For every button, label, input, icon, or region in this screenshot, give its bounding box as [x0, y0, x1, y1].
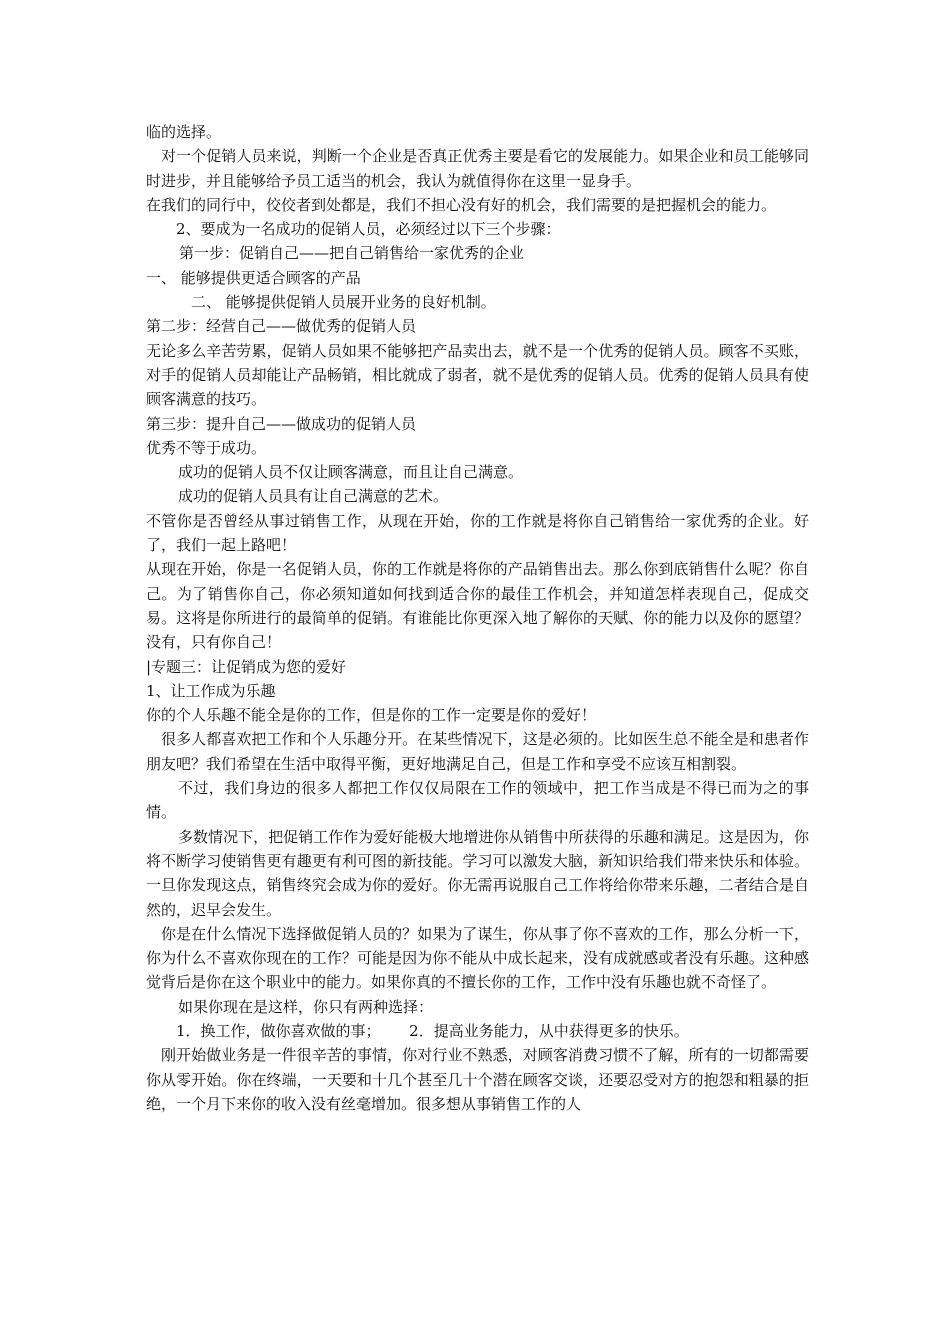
paragraph: 多数情况下，把促销工作作为爱好能极大地增进你从销售中所获得的乐趣和满足。这是因为，你将不断学习使销售更有趣更有利可图的新技能。学习可以激发大脑，新知识给我们带来快乐和体验。一旦你发现这点，销售终究会成为你的爱好。你无需再说服自己工作将给你带来乐趣，二者结合是自然的，迟早会发生。 — [146, 827, 809, 919]
paragraph: 不过，我们身边的很多人都把工作仅仅局限在工作的领域中，把工作当成是不得已而为之的事情。 — [146, 779, 809, 822]
paragraph: 从现在开始，你是一名促销人员，你的工作就是将你的产品销售出去。那么你到底销售什么呢？你自己。为了销售你自己，你必须知道如何找到适合你的最佳工作机会，并知道怎样表现自己，促成交易。这将是你所进行的最简单的促销。有谁能比你更深入地了解你的天赋、你的能力以及你的愿望？没有，只有你自己！ — [146, 560, 809, 652]
step-heading: 第二步：经营自己——做优秀的促销人员 — [146, 317, 417, 336]
paragraph: 刚开始做业务是一件很辛苦的事情，你对行业不熟悉，对顾客消费习惯不了解，所有的一切都需要你从零开始。你在终端，一天要和十几个甚至几十个潜在顾客交谈，还要忍受对方的抱怨和粗暴的拒绝，一个月下来你的收入没有丝毫增加。很多想从事销售工作的人 — [146, 1046, 809, 1113]
topic-heading: |专题三：让促销成为您的爱好 — [146, 657, 347, 676]
paragraph: 成功的促销人员不仅让顾客满意，而且让自己满意。 — [178, 463, 524, 482]
paragraph: 在我们的同行中，佼佼者到处都是，我们不担心没有好的机会，我们需要的是把握机会的能力。 — [146, 195, 777, 214]
list-item: 二、 能够提供促销人员展开业务的良好机制。 — [191, 293, 496, 312]
step-heading: 第三步：提升自己——做成功的促销人员 — [146, 414, 417, 433]
paragraph: 临的选择。 — [146, 123, 222, 141]
paragraph: 优秀不等于成功。 — [146, 438, 267, 457]
choices-line: 1．换工作，做你喜欢做的事； 2．提高业务能力，从中获得更多的快乐。 — [176, 1021, 689, 1040]
step-heading: 第一步：促销自己——把自己销售给一家优秀的企业 — [179, 244, 525, 263]
paragraph: 无论多么辛苦劳累，促销人员如果不能够把产品卖出去，就不是一个优秀的促销人员。顾客不买账，对手的促销人员却能让产品畅销，相比就成了弱者，就不是优秀的促销人员。优秀的促销人员具有使顾客满意的技巧。 — [146, 341, 809, 409]
paragraph: 如果你现在是这样，你只有两种选择： — [178, 997, 434, 1016]
list-item: 一、 能够提供更适合顾客的产品 — [146, 268, 361, 287]
paragraph: 你的个人乐趣不能全是你的工作，但是你的工作一定要是你的爱好！ — [146, 706, 597, 725]
paragraph: 对一个促销人员来说，判断一个企业是否真正优秀主要是看它的发展能力。如果企业和员工能够同时进步，并且能够给予员工适当的机会，我认为就值得你在这里一显身手。 — [146, 147, 809, 190]
paragraph: 你是在什么情况下选择做促销人员的？如果为了谋生，你从事了你不喜欢的工作，那么分析一下，你为什么不喜欢你现在的工作？可能是因为你不能从中成长起来，没有成就感或者没有乐趣。这种感觉背后是你在这个职业中的能力。如果你真的不擅长你的工作，工作中没有乐趣也就不奇怪了。 — [146, 924, 809, 992]
document-page — [146, 120, 809, 1116]
paragraph: 成功的促销人员具有让自己满意的艺术。 — [178, 487, 449, 506]
paragraph: 不管你是否曾经从事过销售工作，从现在开始，你的工作就是将你自己销售给一家优秀的企业。好了，我们一起上路吧！ — [146, 511, 809, 555]
paragraph: 很多人都喜欢把工作和个人乐趣分开。在某些情况下，这是必须的。比如医生总不能全是和患者作朋友吧？我们希望在生活中取得平衡，更好地满足自己，但是工作和享受不应该互相割裂。 — [146, 730, 809, 773]
section-heading: 2、要成为一名成功的促销人员，必须经过以下三个步骤： — [176, 220, 561, 239]
section-heading: 1、让工作成为乐趣 — [146, 681, 276, 700]
